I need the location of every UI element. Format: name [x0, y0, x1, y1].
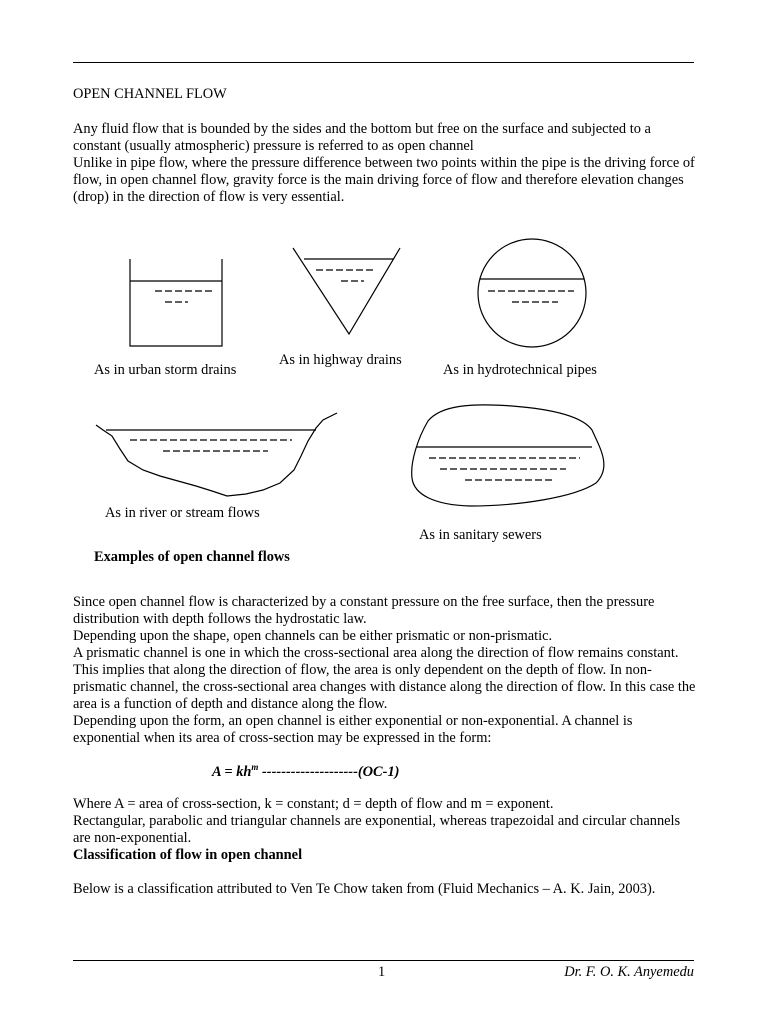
body-paragraph-2: Depending upon the shape, open channels can be either prismatic or non-prismatic. — [73, 628, 553, 644]
figure-title: Examples of open channel flows — [94, 549, 290, 565]
caption-urban-storm-drains: As in urban storm drains — [94, 362, 237, 378]
rectangular-channel — [130, 259, 222, 346]
body-text — [73, 594, 698, 747]
circular-pipe — [478, 239, 586, 347]
body-paragraph-1: Since open channel flow is characterized by a constant pressure on the free surface, then the pressure distribution with depth follows the hydrostatic law. — [73, 594, 655, 627]
section-heading: Classification of flow in open channel — [73, 847, 303, 863]
intro-paragraph-1: Any fluid flow that is bounded by the sides and the bottom but free on the surface and subjected to a constant (usually atmospheric) pressure is referred to as open channel — [73, 121, 651, 154]
caption-hydrotechnical-pipes: As in hydrotechnical pipes — [443, 362, 597, 378]
intro-paragraph-2: Unlike in pipe flow, where the pressure difference between two points within the pipe is the driving force of flow, in open channel flow, gravity force is the main driving force of flow and therefore elevation changes (drop) in the direction of flow is very essential. — [73, 155, 695, 205]
caption-sanitary-sewers: As in sanitary sewers — [419, 527, 542, 543]
formula-tail: --------------------(OC-1) — [258, 763, 400, 780]
river-channel — [96, 413, 337, 496]
footer-rule — [73, 960, 694, 961]
page-number: 1 — [378, 964, 386, 980]
page-heading: OPEN CHANNEL FLOW — [73, 86, 227, 102]
formula-exponent: m — [251, 762, 259, 772]
body-paragraph-4: Depending upon the form, an open channel is either exponential or non-exponential. A channel is exponential when its area of cross-section may be expressed in the form: — [73, 713, 633, 746]
where-paragraph-1: Where A = area of cross-section, k = constant; d = depth of flow and m = exponent. — [73, 796, 554, 812]
where-paragraph-2: Rectangular, parabolic and triangular channels are exponential, whereas trapezoidal and circular channels are non-exponential. — [73, 813, 681, 846]
triangular-channel — [293, 248, 400, 334]
caption-river-flows: As in river or stream flows — [105, 505, 260, 521]
footer-author: Dr. F. O. K. Anyemedu — [564, 964, 694, 980]
caption-highway-drains: As in highway drains — [279, 352, 402, 368]
classification-text: Below is a classification attributed to Ven Te Chow taken from (Fluid Mechanics – A. K. Jain, 2003). — [73, 881, 656, 897]
formula-oc1 — [212, 762, 399, 781]
sewer-channel — [412, 405, 604, 506]
formula-lhs: A = kh — [212, 763, 252, 780]
where-text — [73, 796, 698, 864]
body-paragraph-3: A prismatic channel is one in which the cross-sectional area along the direction of flow remains constant. This implies that along the direction of flow, the area is only dependent on the depth of flow. In non-prismatic channel, the cross-sectional area changes with distance along the direction of flow. In this case the area is a function of depth and distance along the flow. — [73, 645, 696, 712]
